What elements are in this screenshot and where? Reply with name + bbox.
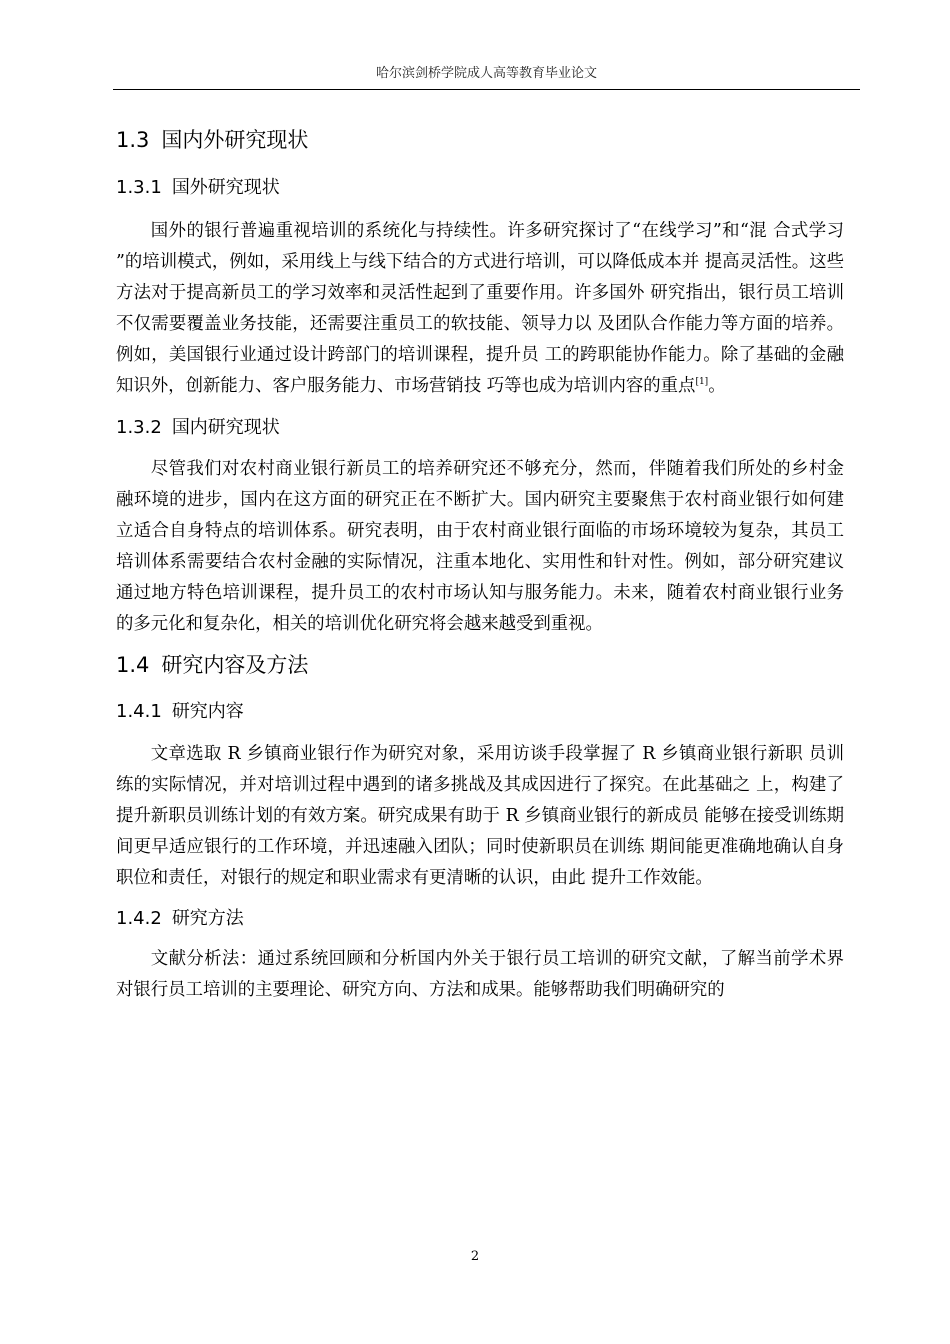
heading-1-3: [116, 120, 844, 160]
heading-1-4-1: [116, 693, 844, 731]
heading-title: 国内外研究现状: [161, 128, 309, 152]
running-header: [113, 64, 860, 90]
heading-title: 研究内容及方法: [161, 652, 309, 677]
heading-1-3-1: [116, 169, 844, 207]
heading-number: 1.4.1: [116, 700, 162, 722]
heading-number: 1.4.2: [116, 908, 162, 930]
paragraph-domestic-research: 尽管我们对农村商业银行新员工的培养研究还不够充分，然而，伴随着我们所处的乡村金融环境的进步，国内在这方面的研究正在不断扩大。国内研究主要聚焦于农村商业银行如何建立适合自身特点的培训体系。研究表明，由于农村商业银行面临的市场环境较为复杂，其员工培训体系需要结合农村金融的实际情况，注重本地化、实用性和针对性。例如，部分研究建议通过地方特色培训课程，提升员工的农村市场认知与服务能力。未来，随着农村商业银行业务的多元化和复杂化，相关的培训优化研究将会越来越受到重视。: [116, 459, 844, 634]
running-header-title: 哈尔滨剑桥学院成人高等教育毕业论文: [375, 66, 597, 81]
paragraph-research-method: 文献分析法：通过系统回顾和分析国内外关于银行员工培训的研究文献，了解当前学术界对银行员工培训的主要理论、研究方向、方法和成果。能够帮助我们明确研究的: [116, 949, 844, 1001]
heading-number: 1.3.2: [116, 417, 162, 439]
paragraph-research-content: 文章选取 R 乡镇商业银行作为研究对象，采用访谈手段掌握了 R 乡镇商业银行新职 员训练的实际情况，并对培训过程中遇到的诸多挑战及其成因进行了探究。在此基础之 上，构建了提升新职员训练计划的有效方案。研究成果有助于 R 乡镇商业银行的新成员 能够在接受训练期间更早适应银行的工作环境，并迅速融入团队；同时使新职员在训练 期间能更准确地确认自身职位和责任，对银行的规定和职业需求有更清晰的认识，由此 提升工作效能。: [116, 743, 844, 888]
heading-title: 研究方法: [171, 908, 244, 930]
heading-number: 1.3: [116, 128, 150, 152]
heading-title: 国外研究现状: [171, 177, 280, 198]
heading-number: 1.3.1: [116, 177, 162, 198]
heading-1-4: [116, 645, 844, 685]
citation-ref[interactable]: [1]: [695, 376, 709, 387]
heading-1-3-2: [116, 409, 844, 447]
heading-1-4-2: [116, 900, 844, 938]
heading-title: 国内研究现状: [171, 417, 280, 439]
page-number: 2: [470, 1249, 480, 1264]
paragraph-foreign-research: 国外的银行普遍重视培训的系统化与持续性。许多研究探讨了“在线学习”和“混 合式学习 ”的培训模式，例如，采用线上与线下结合的方式进行培训，可以降低成本并 提高灵活性。这些方法对于提高新员工的学习效率和灵活性起到了重要作用。许多国外 研究指出，银行员工培训不仅需要覆盖业务技能，还需要注重员工的软技能、领导力以 及团队合作能力等方面的培养。例如，美国银行业通过设计跨部门的培训课程，提升员 工的跨职能协作能力。除了基础的金融知识外，创新能力、客户服务能力、市场营销技 巧等也成为培训内容的重点[1]。: [116, 221, 844, 396]
heading-number: 1.4: [116, 652, 150, 677]
page-body: [116, 120, 844, 1006]
heading-title: 研究内容: [171, 700, 244, 722]
